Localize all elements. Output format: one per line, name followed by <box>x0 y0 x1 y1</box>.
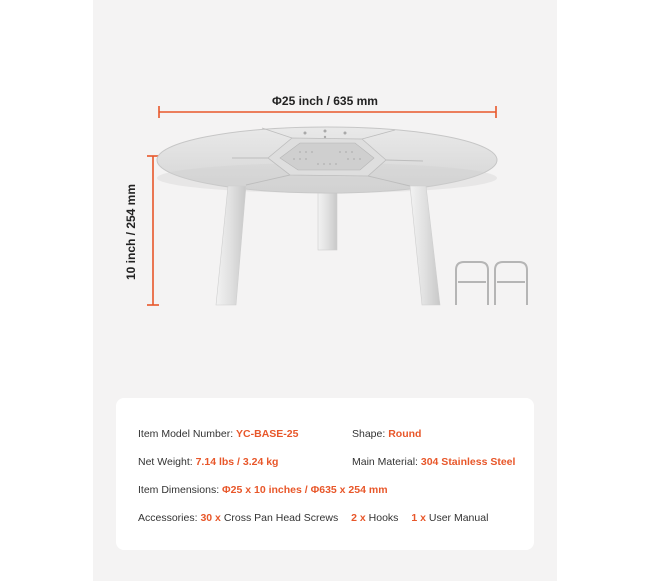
spec-label: Item Dimensions: <box>138 484 220 496</box>
spec-net-weight <box>138 456 278 468</box>
spec-value: Round <box>388 428 422 440</box>
accessory-qty: 2 x <box>351 512 366 524</box>
spec-label: Main Material: <box>352 456 418 468</box>
spec-value: 304 Stainless Steel <box>420 456 516 468</box>
front-right-leg <box>410 186 440 305</box>
accessory-qty: 1 x <box>411 512 426 524</box>
width-dimension-label: Φ25 inch / 635 mm <box>272 94 378 108</box>
spec-value: 7.14 lbs / 3.24 kg <box>195 456 279 468</box>
table-top <box>157 127 497 193</box>
specifications-card <box>116 398 534 550</box>
accessory-name: User Manual <box>428 512 489 524</box>
hook-accessories <box>456 262 527 305</box>
spec-main-material <box>352 456 515 468</box>
accessory-qty: 30 x <box>200 512 221 524</box>
spec-value: Φ25 x 10 inches / Φ635 x 254 mm <box>222 484 388 496</box>
spec-label: Accessories: <box>138 512 198 524</box>
accessory-name: Hooks <box>368 512 399 524</box>
spec-item-dimensions <box>138 484 388 496</box>
height-dimension-label: 10 inch / 254 mm <box>124 183 138 281</box>
spec-shape <box>352 428 421 440</box>
spec-value: YC-BASE-25 <box>236 428 299 440</box>
spec-label: Net Weight: <box>138 456 193 468</box>
front-left-leg <box>216 186 246 305</box>
rear-leg <box>318 185 337 250</box>
spec-accessories <box>138 512 488 524</box>
spec-model-number <box>138 428 298 440</box>
accessory-name: Cross Pan Head Screws <box>223 512 339 524</box>
spec-label: Shape: <box>352 428 386 440</box>
spec-label: Item Model Number: <box>138 428 234 440</box>
